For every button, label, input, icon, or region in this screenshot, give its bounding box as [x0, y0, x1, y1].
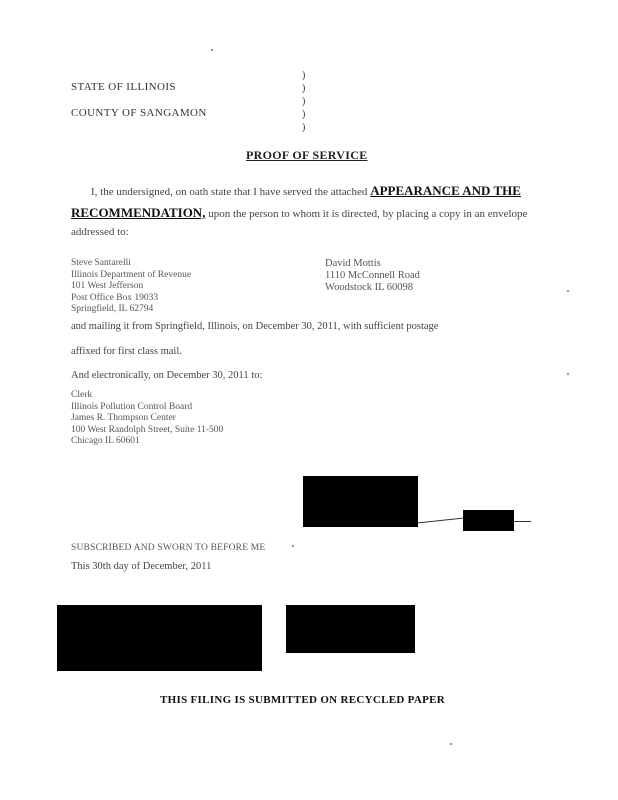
recycled-paper-footer: THIS FILING IS SUBMITTED ON RECYCLED PAPER	[160, 694, 445, 706]
scan-speck	[567, 290, 569, 292]
paragraph-text: upon the person to whom it is directed, by placing a copy in an envelope	[208, 208, 528, 220]
bracket: )	[302, 109, 306, 120]
clerk-address	[71, 390, 223, 448]
address-line: Steve Santarelli	[71, 258, 131, 268]
address-line: James R. Thompson Center	[71, 413, 176, 423]
paragraph-line-2	[71, 205, 527, 221]
address-line: Springfield, IL 62794	[71, 304, 154, 314]
bracket: )	[302, 83, 306, 94]
address-line: Illinois Department of Revenue	[71, 269, 192, 280]
bracket: )	[302, 122, 306, 133]
state-heading: STATE OF ILLINOIS	[71, 81, 176, 93]
paragraph-text: I, the undersigned, on oath state that I have served the attached	[91, 186, 368, 198]
address-line: Woodstock IL 60098	[325, 282, 414, 293]
address-line: Illinois Pollution Control Board	[71, 401, 193, 412]
bracket-column	[302, 69, 305, 134]
document-name: APPEARANCE AND THE	[370, 183, 521, 198]
address-line: Clerk	[71, 390, 93, 400]
redacted-notary-signature	[57, 605, 262, 671]
signature-line	[513, 521, 531, 522]
address-line: 101 West Jefferson	[71, 281, 144, 291]
address-line: 1110 McConnell Road	[325, 270, 420, 281]
redacted-signature-end	[463, 510, 514, 531]
scan-speck	[450, 743, 452, 745]
signature-stroke	[418, 518, 463, 524]
document-title: PROOF OF SERVICE	[246, 148, 368, 162]
sworn-line-2: This 30th day of December, 2011	[71, 561, 212, 572]
scan-speck	[292, 545, 294, 547]
sworn-line-1: SUBSCRIBED AND SWORN TO BEFORE ME	[71, 543, 266, 553]
paragraph-line-3: addressed to:	[71, 226, 129, 238]
document-name-continued: RECOMMENDATION,	[71, 205, 206, 220]
mailing-line-1: and mailing it from Springfield, Illinois, on December 30, 2011, with sufficient postage	[71, 321, 439, 332]
mailing-line-2: affixed for first class mail.	[71, 346, 182, 357]
address-line: 100 West Randolph Street, Suite 11-500	[71, 424, 224, 435]
recipient-address-right	[325, 258, 420, 294]
address-line: Post Office Box 19033	[71, 292, 159, 303]
redacted-signature	[303, 476, 418, 527]
recipient-address-left	[71, 258, 191, 316]
address-line: David Mottis	[325, 258, 381, 269]
county-heading: COUNTY OF SANGAMON	[71, 107, 207, 119]
scan-speck	[567, 373, 569, 375]
scan-speck	[211, 49, 213, 51]
redacted-notary-seal	[286, 605, 415, 653]
address-line: Chicago IL 60601	[71, 436, 140, 446]
paragraph-line-1	[91, 183, 521, 199]
bracket: )	[302, 70, 306, 81]
bracket: )	[302, 96, 306, 107]
electronic-intro: And electronically, on December 30, 2011 to:	[71, 370, 263, 381]
